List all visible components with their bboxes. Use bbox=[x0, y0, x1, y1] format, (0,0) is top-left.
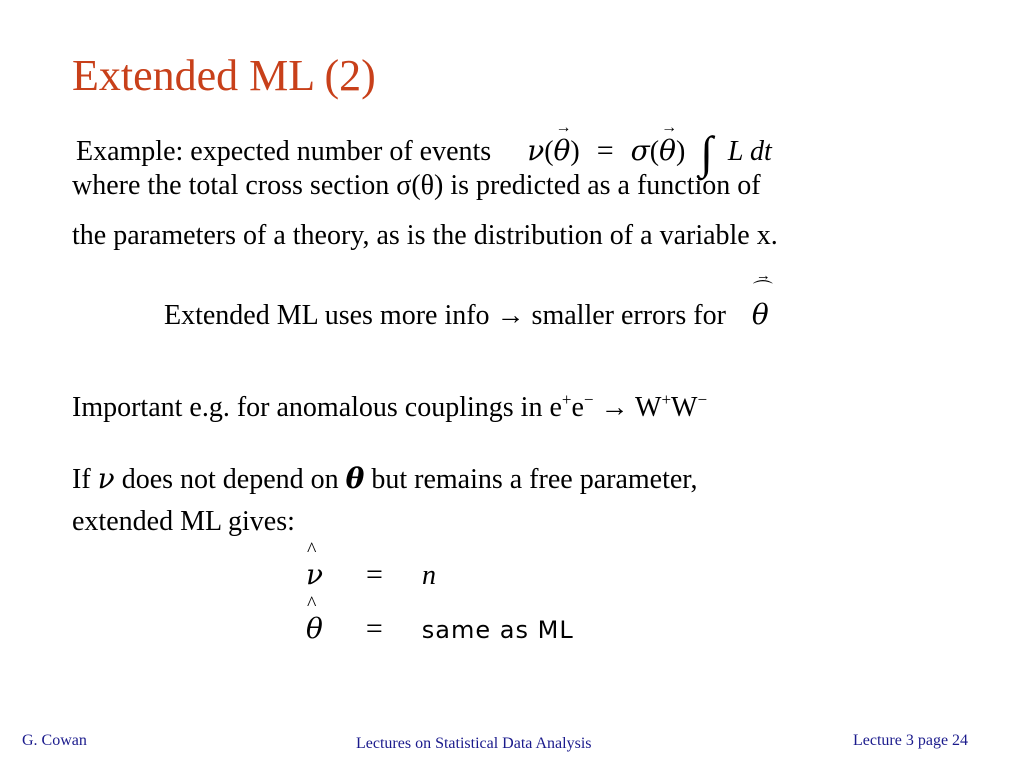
result-rhs-same-as-ml: same as ML bbox=[421, 616, 574, 644]
if-nu: ν bbox=[97, 462, 115, 495]
integral-sign: ∫ bbox=[700, 127, 713, 178]
if-a: If bbox=[72, 464, 98, 495]
result-eq-1: = bbox=[366, 558, 383, 591]
if-theta: θ bbox=[345, 462, 365, 495]
sup-plus-2: + bbox=[661, 390, 672, 409]
formula-equals: = bbox=[596, 134, 614, 167]
example-line: Example: expected number of events ν(θ → ) = σ(θ → ) ∫ L dt bbox=[76, 119, 772, 178]
result-lhs-nu: ν bbox=[306, 558, 324, 591]
slide-title: Extended ML (2) bbox=[72, 51, 376, 100]
result-lhs-theta: θ bbox=[306, 612, 323, 645]
formula-theta-2: θ bbox=[659, 134, 676, 167]
if-c: but remains a free parameter, bbox=[364, 464, 698, 495]
important-line bbox=[72, 392, 707, 424]
paragraph-line-1: where the total cross section σ(θ) is predicted as a function of bbox=[72, 170, 761, 201]
result-eq-2: = bbox=[365, 612, 383, 645]
theta-hat-vector: θ bbox=[751, 298, 769, 331]
paragraph-line-2: the parameters of a theory, as is the distribution of a variable x. bbox=[72, 220, 778, 251]
extended-note-text: Extended ML uses more info → smaller errors for bbox=[164, 300, 726, 331]
important-e2: e bbox=[571, 392, 584, 423]
footer-author: G. Cowan bbox=[22, 732, 87, 749]
formula-sigma: σ bbox=[630, 134, 650, 167]
sup-plus-1: + bbox=[561, 390, 572, 409]
important-w2: W bbox=[671, 392, 698, 423]
if-line-1 bbox=[72, 462, 698, 496]
example-label: Example: expected number of events bbox=[76, 136, 492, 167]
extended-ml-note: Extended ML uses more info → smaller errors for θ ⌒ → bbox=[164, 268, 773, 331]
footer-page: Lecture 3 page 24 bbox=[853, 732, 969, 749]
important-text: Important e.g. for anomalous couplings in e bbox=[72, 392, 562, 423]
result-row-theta: θ ^ = same as ML bbox=[306, 593, 574, 645]
sup-minus-1: − bbox=[583, 390, 594, 409]
if-b: does not depend on bbox=[114, 464, 346, 495]
result-row-nu: ν ^ = n bbox=[306, 539, 436, 591]
formula-integrand: L dt bbox=[727, 136, 772, 167]
formula-theta-1: θ bbox=[553, 134, 571, 167]
result-rhs-n: n bbox=[421, 560, 436, 591]
sup-minus-2: − bbox=[697, 390, 708, 409]
important-arrow: → W bbox=[593, 392, 662, 423]
formula-nu: ν bbox=[527, 134, 545, 167]
if-line-2: extended ML gives: bbox=[72, 506, 295, 537]
footer-course: Lectures on Statistical Data Analysis bbox=[356, 735, 592, 752]
